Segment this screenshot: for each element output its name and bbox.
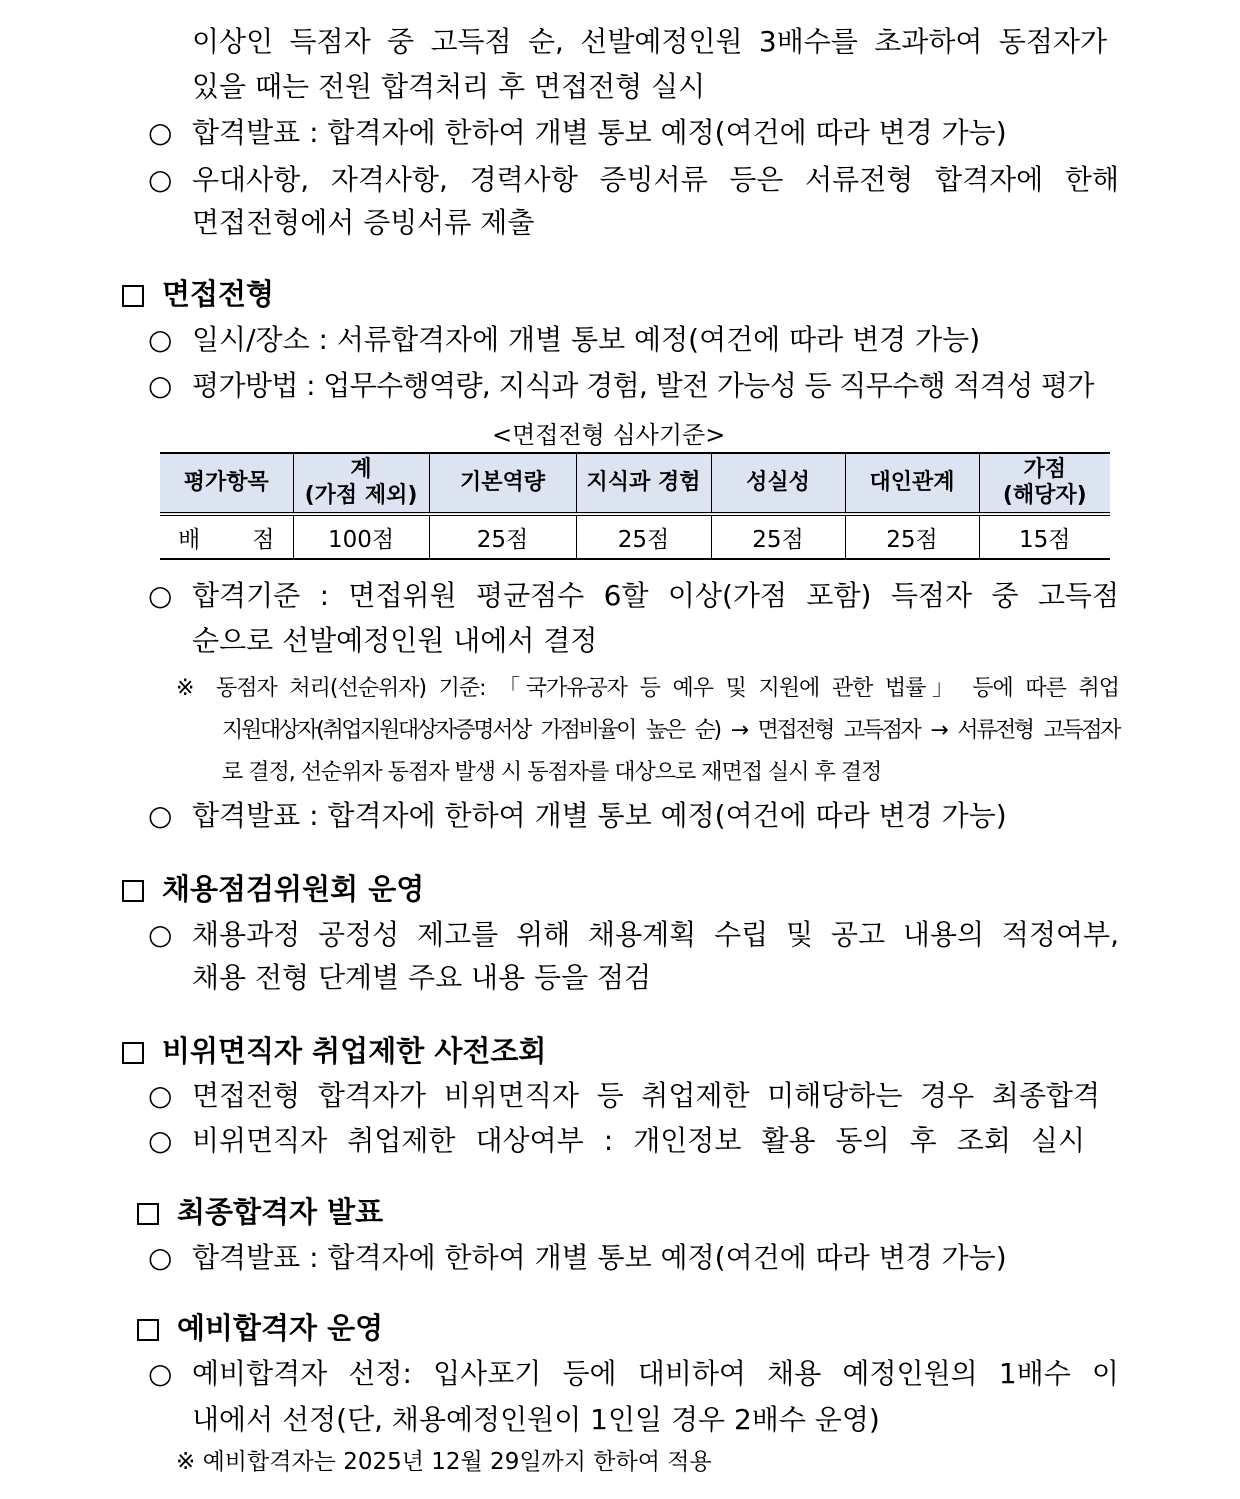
section-checkbox-icon: [122, 1042, 144, 1064]
interview-method: 평가방법 : 업무수행역량, 지식과 경험, 발전 가능성 등 직무수행 적격성 평가: [192, 369, 1094, 402]
corruption-item-1: 면접전형 합격자가 비위면직자 등 취업제한 미해당하는 경우 최종합격: [192, 1079, 1100, 1112]
section-checkbox-icon: [137, 1203, 159, 1225]
committee-heading: 채용점검위원회 운영: [162, 872, 425, 906]
bullet-icon: ○: [148, 163, 173, 196]
intro-documents-line-2: 면접전형에서 증빙서류 제출: [192, 206, 535, 239]
bullet-icon: ○: [148, 1241, 173, 1274]
corruption-item-2: 비위면직자 취업제한 대상여부 : 개인정보 활용 동의 후 조회 실시: [192, 1124, 1085, 1157]
bullet-icon: ○: [148, 323, 173, 356]
header-total: 계 (가점 제외): [293, 453, 429, 514]
section-checkbox-icon: [122, 285, 144, 307]
intro-text-line-2: 있을 때는 전원 합격처리 후 면접전형 실시: [192, 70, 706, 103]
interview-heading: 면접전형: [162, 277, 275, 311]
table-row: [160, 514, 1110, 559]
committee-line-2: 채용 전형 단계별 주요 내용 등을 점검: [192, 961, 652, 994]
interview-schedule: 일시/장소 : 서류합격자에 개별 통보 예정(여건에 따라 변경 가능): [192, 323, 981, 356]
bullet-icon: ○: [148, 799, 173, 832]
header-bonus: 가점 (해당자): [979, 453, 1110, 514]
table-caption: <면접전형 심사기준>: [492, 421, 726, 449]
intro-announcement: 합격발표 : 합격자에 한하여 개별 통보 예정(여건에 따라 변경 가능): [192, 116, 1007, 149]
reserve-heading: 예비합격자 운영: [177, 1311, 384, 1345]
intro-documents-line-1: 우대사항, 자격사항, 경력사항 증빙서류 등은 서류전형 합격자에 한해: [192, 163, 1119, 196]
bullet-icon: ○: [148, 1124, 173, 1157]
interview-criteria-table: [160, 452, 1110, 560]
criteria-line-2: 순으로 선발예정인원 내에서 결정: [192, 624, 598, 657]
criteria-line-1: 합격기준 : 면접위원 평균점수 6할 이상(가점 포함) 득점자 중 고득점: [192, 579, 1119, 612]
interview-announcement: 합격발표 : 합격자에 한하여 개별 통보 예정(여건에 따라 변경 가능): [192, 799, 1007, 832]
cell-sincerity: 25점: [711, 514, 845, 559]
header-basic: 기본역량: [429, 453, 576, 514]
header-eval-item: 평가항목: [160, 453, 293, 514]
bullet-icon: ○: [148, 1357, 173, 1390]
reserve-line-2: 내에서 선정(단, 채용예정인원이 1인일 경우 2배수 운영): [192, 1403, 880, 1436]
row-label: 배 점: [160, 514, 293, 559]
section-checkbox-icon: [122, 880, 144, 902]
header-sincerity: 성실성: [711, 453, 845, 514]
corruption-heading: 비위면직자 취업제한 사전조회: [162, 1034, 547, 1068]
bullet-icon: ○: [148, 1079, 173, 1112]
committee-line-1: 채용과정 공정성 제고를 위해 채용계획 수립 및 공고 내용의 적정여부,: [192, 918, 1119, 951]
note-mark: ※: [176, 676, 195, 701]
cell-interpersonal: 25점: [845, 514, 979, 559]
section-checkbox-icon: [137, 1319, 159, 1341]
tie-rule-line-1: 동점자 처리(선순위자) 기준: 「국가유공자 등 예우 및 지원에 관한 법률」 등에 따른 취업: [216, 676, 1119, 701]
final-heading: 최종합격자 발표: [177, 1195, 384, 1229]
cell-basic: 25점: [429, 514, 576, 559]
intro-text-line-1: 이상인 득점자 중 고득점 순, 선발예정인원 3배수를 초과하여 동점자가: [192, 25, 1107, 58]
bullet-icon: ○: [148, 369, 173, 402]
header-interpersonal: 대인관계: [845, 453, 979, 514]
header-knowledge: 지식과 경험: [576, 453, 711, 514]
cell-bonus: 15점: [979, 514, 1110, 559]
tie-rule-line-3: 로 결정, 선순위자 동점자 발생 시 동점자를 대상으로 재면접 실시 후 결정: [222, 760, 882, 785]
reserve-line-1: 예비합격자 선정: 입사포기 등에 대비하여 채용 예정인원의 1배수 이: [192, 1357, 1119, 1390]
reserve-note: ※ 예비합격자는 2025년 12월 29일까지 한하여 적용: [176, 1449, 712, 1475]
tie-rule-line-2: 지원대상자(취업지원대상자증명서상 가점비율이 높은 순) → 면접전형 고득점자 → 서류전형 고득점자: [222, 718, 1119, 743]
bullet-icon: ○: [148, 579, 173, 612]
final-announcement: 합격발표 : 합격자에 한하여 개별 통보 예정(여건에 따라 변경 가능): [192, 1241, 1007, 1274]
bullet-icon: ○: [148, 918, 173, 951]
cell-total: 100점: [293, 514, 429, 559]
bullet-icon: ○: [148, 116, 173, 149]
cell-knowledge: 25점: [576, 514, 711, 559]
table-header-row: [160, 453, 1110, 514]
